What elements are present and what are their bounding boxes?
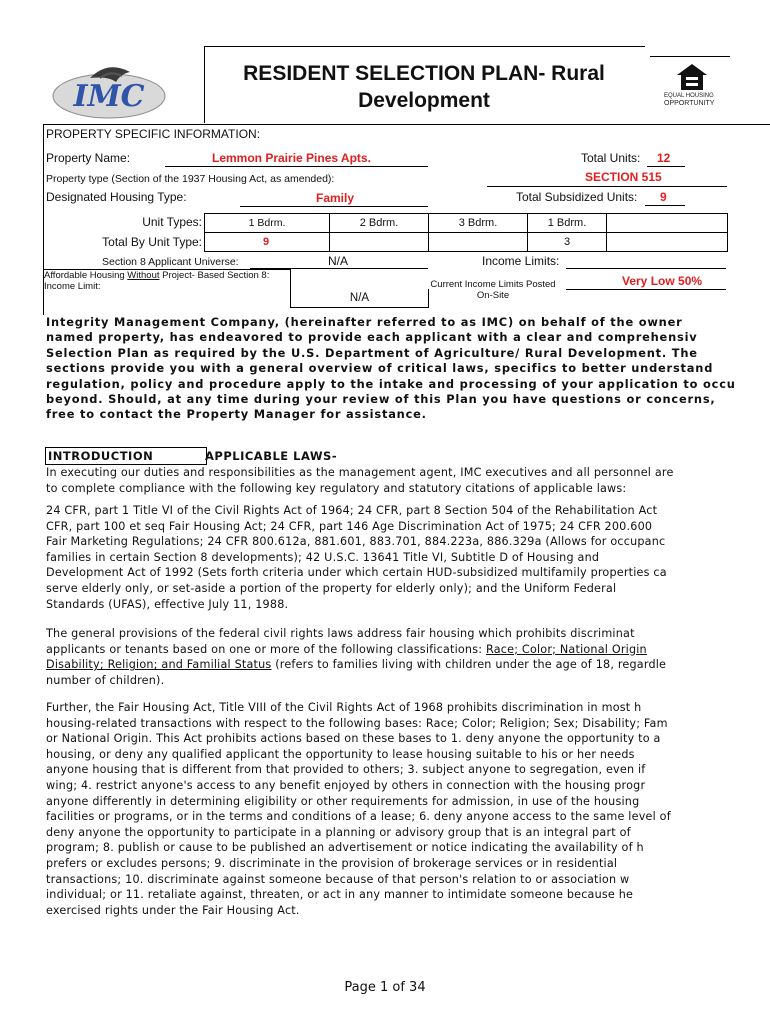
text-line: families in certain Section 8 developments); 42 U.S.C. 13641 Title VI, Subtitle D of Housing and xyxy=(46,550,600,564)
page-title xyxy=(204,60,644,114)
text-line: beyond. Should, at any time during your review of this Plan you have questions or concerns, xyxy=(46,392,716,407)
text-line: housing, or deny any qualified applicant the opportunity to lease housing suitable to his or her needs xyxy=(46,747,635,761)
text-line: free to contact the Property Manager for assistance. xyxy=(46,407,427,422)
title-line-2: Development xyxy=(358,89,490,112)
subsidized-units-underline xyxy=(645,205,685,206)
text-line: CFR, part 100 et seq Fair Housing Act; 24 CFR, part 146 Age Discrimination Act of 1975; 24 CFR 200.600 xyxy=(46,519,653,533)
text-line: deny anyone the opportunity to participate in a planning or advisory group that is an integral part of xyxy=(46,825,631,839)
total-by-type-value: 9 xyxy=(263,236,270,248)
total-by-type-cell xyxy=(428,232,528,252)
total-units-underline xyxy=(647,166,685,167)
logo-text: IMC xyxy=(73,79,145,114)
text-line: to complete compliance with the following key regulatory and statutory citations of applicable laws: xyxy=(46,481,627,495)
property-type-value: SECTION 515 xyxy=(585,170,662,184)
body-text-area xyxy=(46,465,726,925)
affordable-housing-label: Affordable Housing Without Project- Based Section 8: Income Limit: xyxy=(44,269,291,290)
property-type-underline xyxy=(487,186,727,187)
text-line: number of children). xyxy=(46,673,165,687)
text-line: In executing our duties and responsibilities as the management agent, IMC executives and all personnel are xyxy=(46,466,674,479)
paragraph-3 xyxy=(46,626,666,688)
total-units-value: 12 xyxy=(657,151,671,165)
text-line: exercised rights under the Fair Housing Act. xyxy=(46,903,300,917)
text-line: sections provide you with a general overview of critical laws, specifics to better understand xyxy=(46,361,714,376)
total-units-label: Total Units: xyxy=(581,151,641,165)
intro-bold-paragraph xyxy=(46,315,736,423)
total-by-type-cell xyxy=(329,232,429,252)
text-line: applicants or tenants based on one or more of the following classifications: Race; Color; National Origin xyxy=(46,642,647,656)
eho-line-2: OPPORTUNITY xyxy=(664,100,715,107)
page-number: Page 1 of 34 xyxy=(344,980,426,995)
current-limits-label: Current Income Limits Posted On-Site xyxy=(430,279,556,301)
text-line: transactions; 10. discriminate against someone because of that person's relation to or association w xyxy=(46,872,630,886)
introduction-heading: INTRODUCTION xyxy=(45,447,207,465)
text-line: facilities or programs, or in the terms and conditions of a lease; 6. deny anyone access to the same level of xyxy=(46,810,671,824)
paragraph-1 xyxy=(46,465,674,496)
unit-type-cell xyxy=(606,213,728,233)
text-line: or National Origin. This Act prohibits actions based on these bases to 1. deny anyone the opportunity to a xyxy=(46,732,661,746)
text-line: individual; or 11. retaliate against, threaten, or act in any manner to intimidate someone because he xyxy=(46,888,634,902)
unit-type-cell: 1 Bdrm. xyxy=(527,213,607,233)
text-line: Disability; Religion; and Familial Status (refers to families living with children under the age of 18, regardle xyxy=(46,658,667,672)
text-line: serve elderly only, or set-aside a portion of the property for elderly only); and the Uniform Federal xyxy=(46,581,617,595)
s8-universe-label: Section 8 Applicant Universe: xyxy=(102,256,239,268)
current-limits-underline xyxy=(566,289,726,290)
property-name-underline xyxy=(165,166,428,167)
designated-housing-value: Family xyxy=(316,191,355,205)
text-line: named property, has endeavored to provide each applicant with a clear and comprehensiv xyxy=(46,330,698,345)
total-by-type-cell xyxy=(204,232,330,252)
s8-universe-value: N/A xyxy=(328,254,349,268)
text-line: regulation, policy and procedure apply to the intake and processing of your application to occu xyxy=(46,376,736,391)
unit-types-label: Unit Types: xyxy=(142,215,202,229)
property-type-label: Property type (Section of the 1937 Housing Act, as amended): xyxy=(46,173,335,185)
unit-type-cell: 3 Bdrm. xyxy=(428,213,528,233)
text-line: The general provisions of the federal civil rights laws address fair housing which prohibits discriminat xyxy=(46,627,635,640)
text-line: anyone housing that is different from that provided to others; 3. subject anyone to segregation, even if xyxy=(46,763,646,777)
affordable-housing-value: N/A xyxy=(290,289,429,308)
text-line: program; 8. publish or cause to be published an advertisement or notice indicating the availability of h xyxy=(46,841,644,855)
unit-type-cell: 1 Bdrm. xyxy=(204,213,330,233)
text-line: Further, the Fair Housing Act, Title VIII of the Civil Rights Act of 1968 prohibits discrimination in most h xyxy=(46,701,642,714)
total-by-type-cell: 3 xyxy=(527,232,607,252)
text-line: Development Act of 1992 (Sets forth criteria under which certain HUD-subsidized multifamily properties ca xyxy=(46,566,667,580)
text-line: prefers or excludes persons; 9. discriminate in the provision of brokerage services or in residential xyxy=(46,856,618,870)
income-limits-label: Income Limits: xyxy=(482,254,560,268)
equal-housing-logo xyxy=(650,56,730,127)
eho-line-1: EQUAL HOUSING xyxy=(664,93,714,99)
title-line-1: RESIDENT SELECTION PLAN- Rural xyxy=(243,62,605,85)
paragraph-4 xyxy=(46,700,671,918)
designated-housing-underline xyxy=(240,206,428,207)
text-line: 24 CFR, part 1 Title VI of the Civil Rights Act of 1964; 24 CFR, part 8 Section 504 of the Rehabilitation Act xyxy=(46,504,658,517)
total-by-type-cell xyxy=(606,232,728,252)
text-line: Selection Plan as required by the U.S. Department of Agriculture/ Rural Development. The xyxy=(46,345,698,360)
subsidized-units-value: 9 xyxy=(660,190,667,204)
applicable-laws-heading: APPLICABLE LAWS- xyxy=(205,449,338,463)
text-line: housing-related transactions with respect to the following bases: Race; Color; Religion; Sex; Disability; Fam xyxy=(46,716,668,730)
property-name-value: Lemmon Prairie Pines Apts. xyxy=(212,151,371,165)
text-line: wing; 4. restrict anyone's access to any benefit enjoyed by others in connection with the housing progr xyxy=(46,778,646,792)
house-icon xyxy=(676,63,708,91)
designated-housing-label: Designated Housing Type: xyxy=(46,190,187,204)
text-line: Fair Marketing Regulations; 24 CFR 800.612a, 881.601, 883.701, 884.223a, 886.329a (Allows for occupanc xyxy=(46,535,666,549)
company-logo xyxy=(50,58,168,124)
total-by-type-label: Total By Unit Type: xyxy=(102,235,202,249)
income-limits-underline xyxy=(566,268,726,269)
text-line: Standards (UFAS), effective July 11, 1988. xyxy=(46,597,289,611)
text-line: anyone differently in determining eligibility or other requirements for admission, in use of the housing xyxy=(46,794,640,808)
current-limits-value: Very Low 50% xyxy=(622,274,703,288)
property-section-heading: PROPERTY SPECIFIC INFORMATION: xyxy=(46,127,261,141)
text-line: Integrity Management Company, (hereinafter referred to as IMC) on behalf of the owner xyxy=(46,315,683,329)
subsidized-units-label: Total Subsidized Units: xyxy=(516,190,638,204)
property-name-label: Property Name: xyxy=(46,151,131,165)
unit-type-cell: 2 Bdrm. xyxy=(329,213,429,233)
paragraph-2 xyxy=(46,503,667,612)
